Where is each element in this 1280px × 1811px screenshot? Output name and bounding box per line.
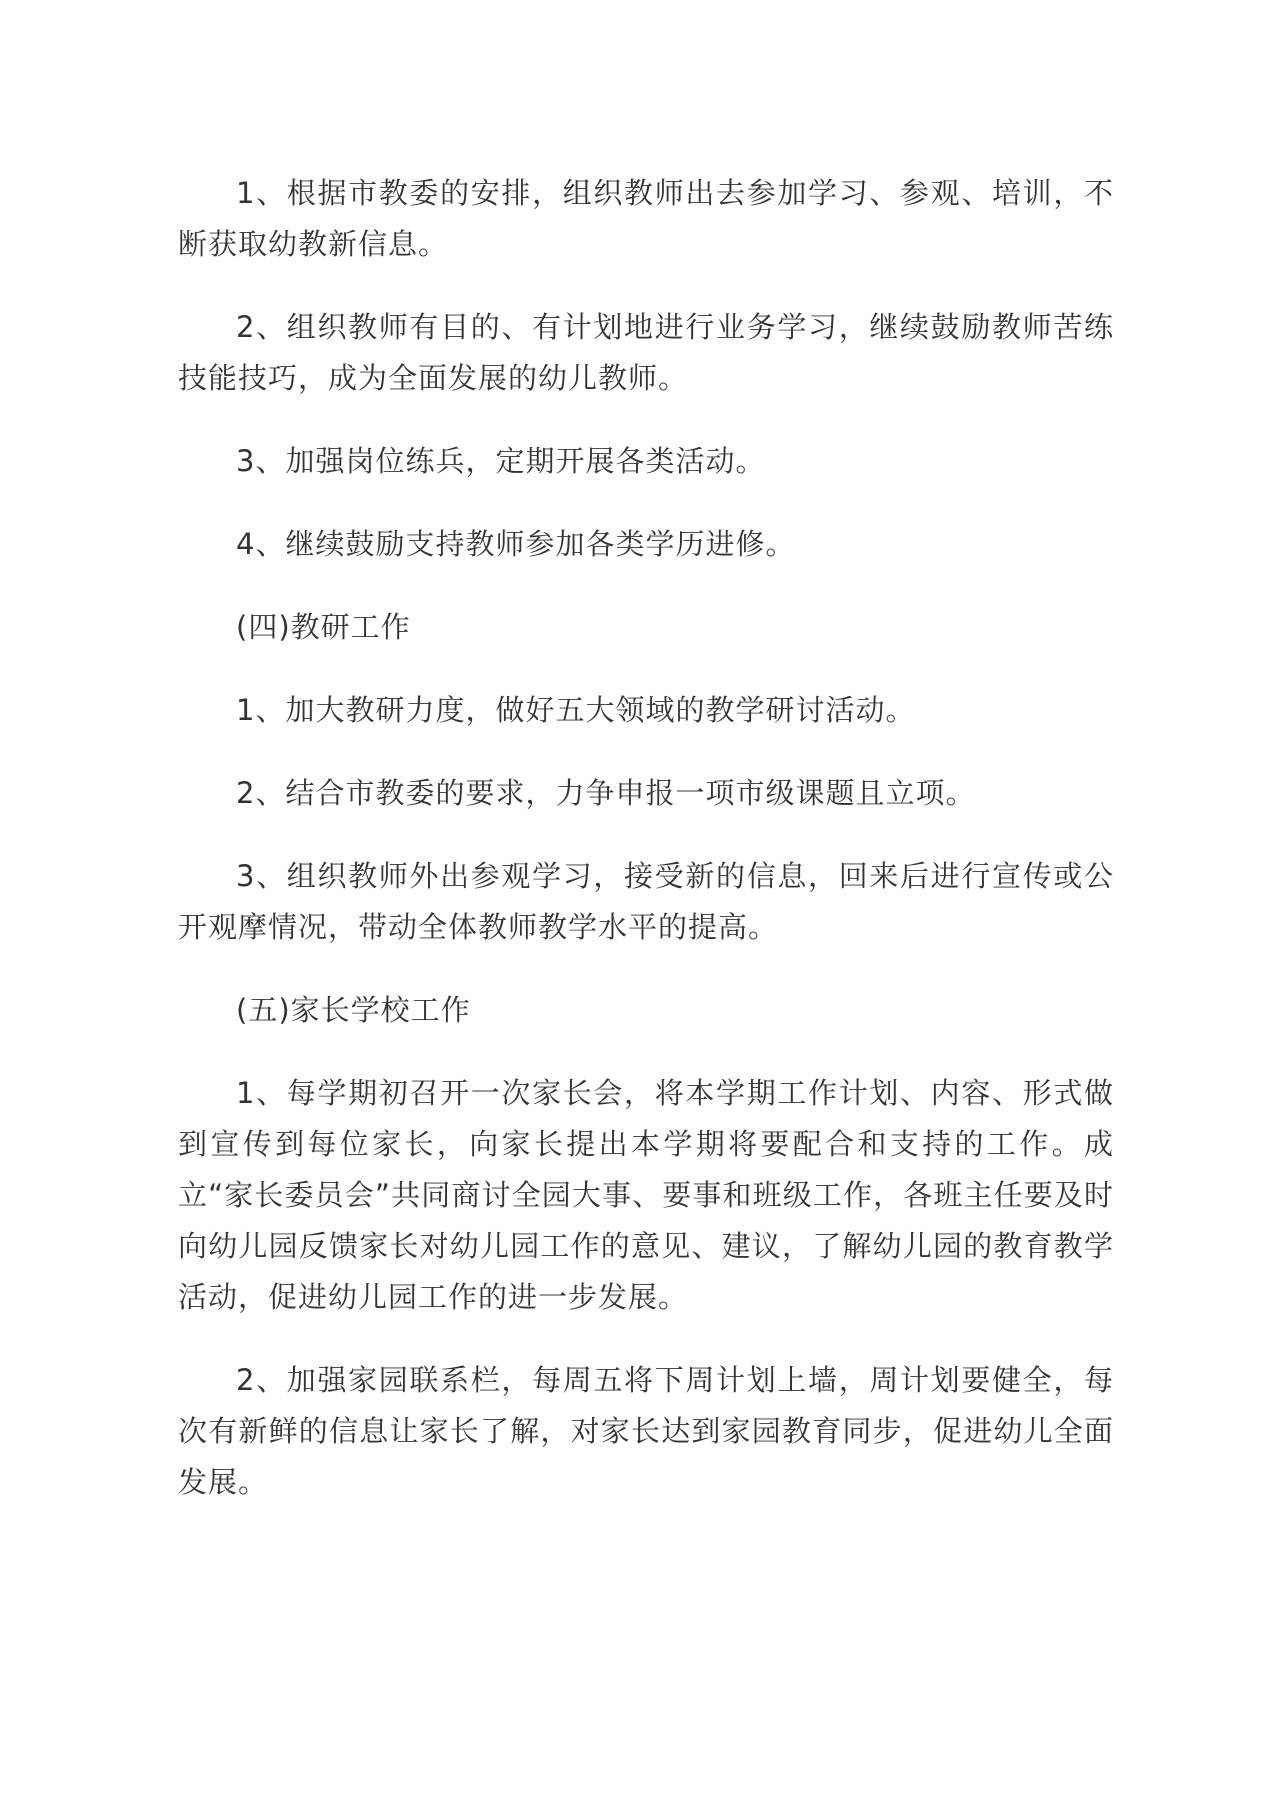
- section-heading-parent-school: (五)家长学校工作: [236, 993, 471, 1027]
- section-heading-research: (四)教研工作: [236, 610, 411, 644]
- paragraph-training-1: 1、根据市教委的安排，组织教师出去参加学习、参观、培训，不断获取幼教新信息。: [178, 176, 1114, 261]
- document-body: [178, 168, 1114, 1540]
- paragraph-parent-2: 2、加强家园联系栏，每周五将下周计划上墙，周计划要健全，每次有新鲜的信息让家长了解，对家长达到家园教育同步，促进幼儿全面发展。: [178, 1363, 1114, 1499]
- paragraph-research-1: 1、加大教研力度，做好五大领域的教学研讨活动。: [236, 693, 916, 727]
- paragraph-research-2: 2、结合市教委的要求，力争申报一项市级课题且立项。: [236, 776, 976, 810]
- paragraph-training-2: 2、组织教师有目的、有计划地进行业务学习，继续鼓励教师苦练技能技巧，成为全面发展的幼儿教师。: [178, 310, 1114, 395]
- paragraph-research-3: 3、组织教师外出参观学习，接受新的信息，回来后进行宣传或公开观摩情况，带动全体教师教学水平的提高。: [178, 859, 1114, 944]
- paragraph-parent-1: 1、每学期初召开一次家长会，将本学期工作计划、内容、形式做到宣传到每位家长，向家长提出本学期将要配合和支持的工作。成立“家长委员会”共同商讨全园大事、要事和班级工作，各班主任要及时向幼儿园反馈家长对幼儿园工作的意见、建议，了解幼儿园的教育教学活动，促进幼儿园工作的进一步发展。: [178, 1076, 1114, 1314]
- paragraph-training-3: 3、加强岗位练兵，定期开展各类活动。: [236, 444, 766, 478]
- paragraph-training-4: 4、继续鼓励支持教师参加各类学历进修。: [236, 527, 796, 561]
